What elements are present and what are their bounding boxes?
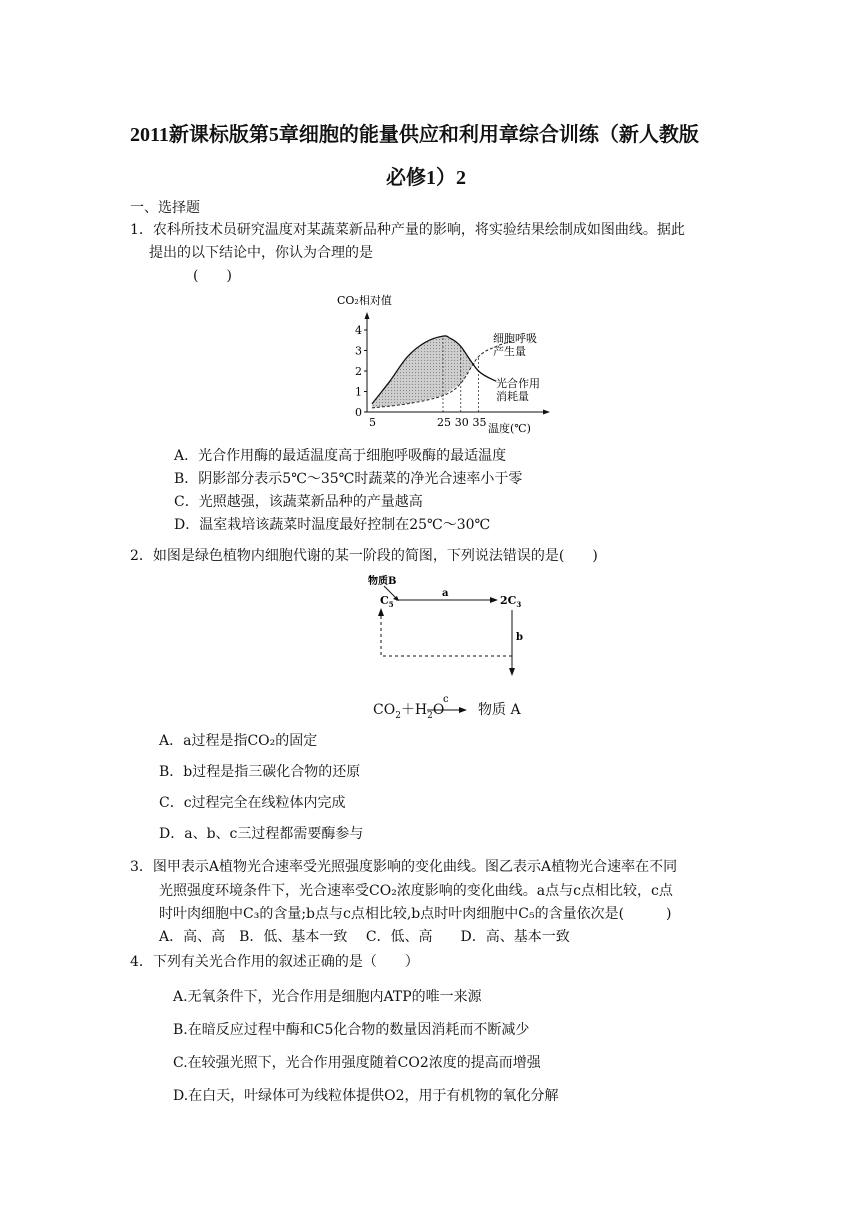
q2-option-d: D．a、b、c三过程都需要酶参与	[159, 826, 364, 842]
y-tick-label: 4	[355, 324, 362, 337]
x-tick-label: 5	[369, 416, 376, 429]
label-2c3: $2C_3$	[500, 594, 522, 609]
q2-option-c: C．c过程完全在线粒体内完成	[159, 795, 346, 811]
legend-respiration-1: 细胞呼吸	[493, 332, 537, 345]
q1-blank: ( )	[193, 268, 232, 284]
q4-option-d: D.在白天，叶绿体可为线粒体提供O2，用于有机物的氧化分解	[173, 1088, 559, 1104]
chart-xlabel: 温度(℃)	[488, 422, 531, 435]
q1-line1: 1．农科所技术员研究温度对某蔬菜新品种产量的影响，将实验结果绘制成如图曲线。据此	[130, 222, 685, 238]
y-tick-label: 3	[355, 344, 362, 358]
y-tick-label: 1	[355, 385, 362, 399]
legend-photosynthesis-2: 消耗量	[496, 390, 529, 403]
q1-line2: 提出的以下结论中，你认为合理的是	[149, 245, 373, 261]
q1-option-a: A．光合作用酶的最适温度高于细胞呼吸酶的最适温度	[174, 448, 507, 464]
legend-photosynthesis-1: 光合作用	[496, 377, 540, 390]
q1-option-c: C．光照越强，该蔬菜新品种的产量越高	[174, 494, 423, 510]
arrow-a-head	[490, 597, 498, 603]
label-b: b	[516, 632, 523, 643]
q2-line1: 2．如图是绿色植物内细胞代谢的某一阶段的简图，下列说法错误的是( )	[130, 548, 598, 564]
q4-option-c: C.在较强光照下，光合作用强度随着CO2浓度的提高而增强	[173, 1055, 541, 1071]
y-axis-arrow	[365, 312, 370, 319]
arrow-b-head	[509, 668, 515, 676]
arrow-c	[425, 692, 469, 716]
doc-title-line2: 必修1）2	[386, 167, 466, 189]
dashed-return-arrow-head	[378, 608, 384, 616]
label-c5: $C_5$	[380, 594, 394, 609]
q2-equation: $CO_2+H_2O$	[373, 702, 445, 721]
arrow-c-head	[459, 707, 467, 713]
legend-respiration-2: 产生量	[493, 345, 526, 358]
label-c: c	[443, 694, 449, 705]
q2-option-a: A．a过程是指CO₂的固定	[159, 733, 318, 749]
q2-diagram	[360, 570, 540, 695]
x-axis-arrow	[543, 410, 550, 415]
doc-title-line1: 2011新课标版第5章细胞的能量供应和利用章综合训练（新人教版	[130, 124, 699, 146]
q3-line1: 3．图甲表示A植物光合速率受光照强度影响的变化曲线。图乙表示A植物光合速率在不同	[130, 859, 678, 875]
label-a: a	[442, 588, 449, 599]
q4-option-b: B.在暗反应过程中酶和C5化合物的数量因消耗而不断减少	[173, 1022, 530, 1038]
y-tick-label: 0	[355, 406, 362, 419]
q3-line4: A．高、高 B．低、基本一致 C．低、高 D．高、基本一致	[159, 929, 570, 945]
label-substance-b: 物质B	[368, 576, 397, 587]
q2-product: 物质 A	[478, 702, 521, 718]
y-tick-label: 2	[355, 365, 362, 378]
q1-chart	[330, 290, 560, 435]
dashed-return-path	[381, 614, 512, 656]
q2-option-b: B．b过程是指三碳化合物的还原	[159, 764, 361, 780]
q4-line1: 4．下列有关光合作用的叙述正确的是（ ）	[130, 954, 419, 970]
section-heading: 一、选择题	[130, 200, 200, 216]
q1-option-b: B．阴影部分表示5℃～35℃时蔬菜的净光合速率小于零	[174, 471, 523, 487]
shaded-region	[372, 336, 475, 408]
x-tick-label: 30	[454, 416, 469, 429]
x-tick-label: 35	[472, 416, 487, 429]
q1-option-d: D．温室栽培该蔬菜时温度最好控制在25℃～30℃	[174, 517, 491, 533]
q3-line2: 光照强度环境条件下，光合速率受CO₂浓度影响的变化曲线。a点与c点相比较，c点	[159, 883, 673, 899]
chart-ylabel: CO₂相对值	[337, 294, 392, 307]
q4-option-a: A.无氧条件下，光合作用是细胞内ATP的唯一来源	[173, 989, 482, 1005]
q3-line3: 时叶肉细胞中C₃的含量;b点与c点相比较,b点时叶肉细胞中C₅的含量依次是( )	[159, 906, 672, 922]
x-tick-label: 25	[437, 416, 451, 429]
